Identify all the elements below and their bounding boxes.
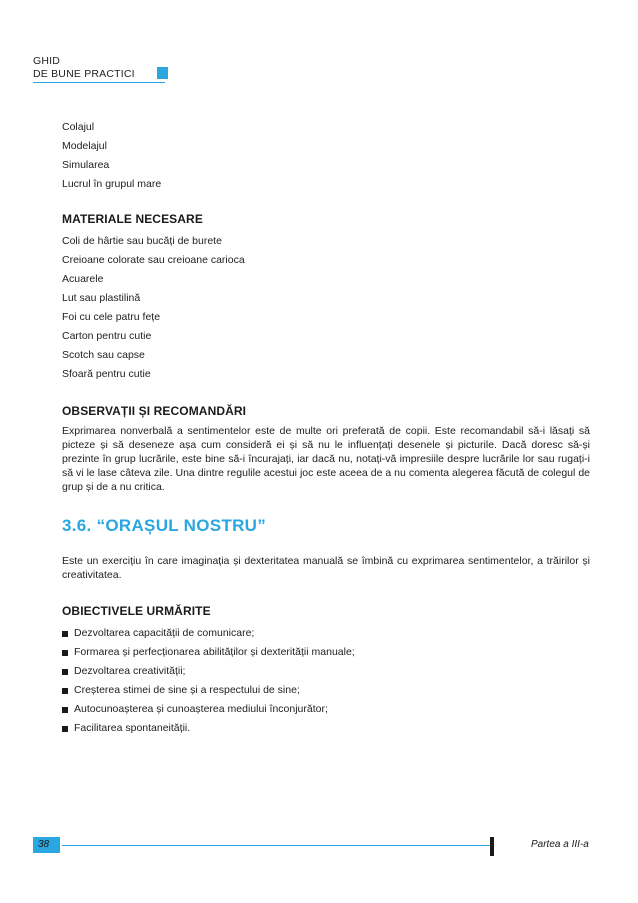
objectives-list [62,624,590,738]
footer-bar-marker [490,837,494,856]
square-bullet-icon [62,726,68,732]
footer-divider [62,845,493,846]
list-item [62,700,590,719]
square-bullet-icon [62,688,68,694]
list-item: Coli de hârtie sau bucăți de burete [62,235,222,247]
list-item [62,643,590,662]
list-item: Lut sau plastilină [62,292,141,304]
list-item: Acuarele [62,273,104,285]
list-item: Carton pentru cutie [62,330,152,342]
list-item [62,681,590,700]
list-item: Colajul [62,121,95,133]
square-bullet-icon [62,669,68,675]
list-item: Simularea [62,159,110,171]
objectives-heading: OBIECTIVELE URMĂRITE [62,604,211,618]
page-content [62,118,590,738]
objective-text: Facilitarea spontaneității. [74,722,191,734]
list-item [62,662,590,681]
square-bullet-icon [62,650,68,656]
list-item: Foi cu cele patru fețe [62,311,161,323]
materials-heading: MATERIALE NECESARE [62,212,203,226]
square-bullet-icon [62,707,68,713]
objective-text: Formarea și perfecționarea abilităților și dexterității manuale; [74,646,355,658]
header-title-line1: GHID [33,55,61,67]
list-item [62,719,590,738]
list-item: Lucrul în grupul mare [62,178,162,190]
objective-text: Dezvoltarea creativității; [74,665,186,677]
objective-text: Creșterea stimei de sine și a respectului de sine; [74,684,300,696]
page-number-box [33,837,60,853]
objective-text: Autocunoașterea și cunoașterea mediului înconjurător; [74,703,328,715]
list-item: Modelajul [62,140,107,152]
footer-part-label: Partea a III-a [531,839,589,850]
observations-heading: OBSERVAȚII ȘI RECOMANDĂRI [62,404,247,418]
running-header [33,55,135,81]
materials-list [62,232,590,384]
methods-list [62,118,590,194]
section-title: 3.6. “ORAȘUL NOSTRU” [62,516,267,535]
list-item: Creioane colorate sau creioane carioca [62,254,245,266]
list-item [62,624,590,643]
header-divider [33,82,165,83]
list-item: Sfoară pentru cutie [62,368,151,380]
section-intro: Este un exercițiu în care imaginația și dexteritatea manuală se îmbină cu exprimarea sentimentelor, a trăirilor și creativitatea. [62,555,590,581]
list-item: Scotch sau capse [62,349,145,361]
header-accent-square [157,67,168,79]
page-number: 38 [38,839,50,850]
header-title-line2: DE BUNE PRACTICI [33,68,135,80]
objective-text: Dezvoltarea capacității de comunicare; [74,627,255,639]
observations-text: Exprimarea nonverbală a sentimentelor este de multe ori preferată de copii. Este recomandabil să-i lăsați să picteze și să deseneze așa cum consideră ei și să nu le influențați desenele și picturile. Dacă doresc să-și prezinte în grup lucrările, este bine să-i încurajați, iar dacă nu, notați-vă impresiile despre lucrările lor sau rugați-i să vi le lase câteva zile. Una dintre regulile acestui joc este aceea de a nu comenta alegerea făcută de colegul de grup și de a nu critica. [62,425,590,493]
square-bullet-icon [62,631,68,637]
